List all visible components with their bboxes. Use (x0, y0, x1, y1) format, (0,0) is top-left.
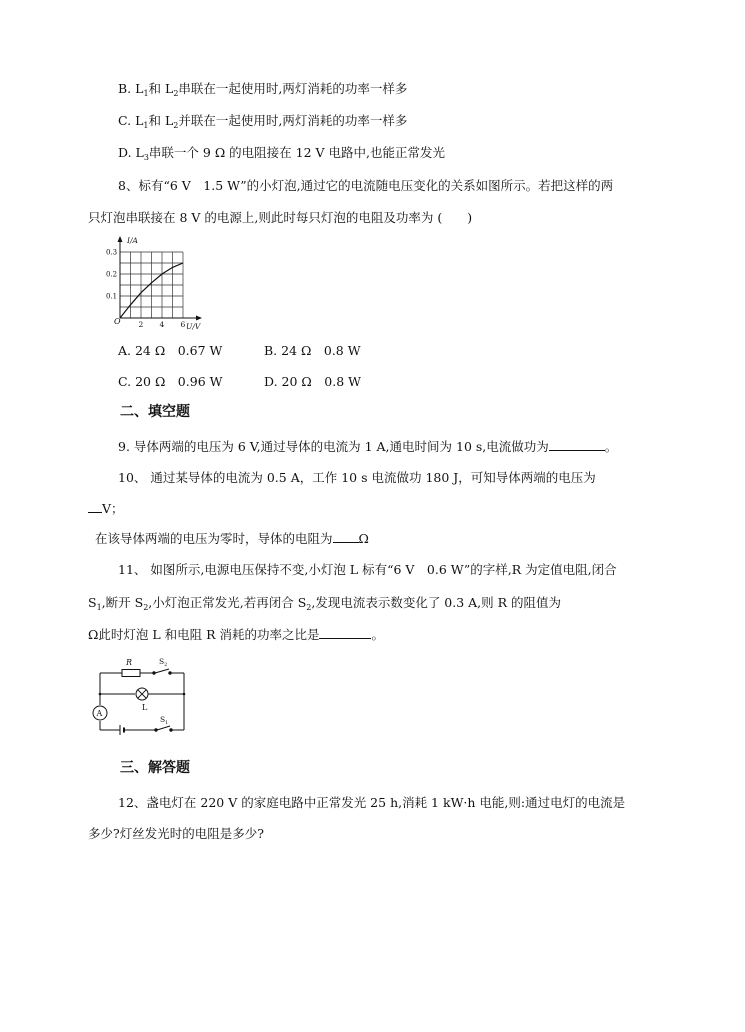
switch-s1 (157, 726, 170, 730)
option-c: C. $L_1$和 $L_2$并联在一起使用时,两灯消耗的功率一样多 (118, 113, 408, 130)
label-l: L (142, 703, 148, 712)
chart-grid (120, 252, 183, 318)
chart-y-arrow (118, 236, 123, 242)
current-voltage-chart (100, 232, 210, 332)
q10-line3: 在该导体两端的电压为零时，导体的电阻为 Ω (95, 531, 369, 546)
chart-ylabel: I/A (127, 236, 138, 245)
label-ammeter: A (96, 709, 103, 718)
chart-y-tick-label: 0.3 (106, 248, 118, 257)
q10-line1: 10、 通过某导体的电流为 0.5 A，工作 10 s 电流做功 180 J，可知导体两端的电压为 (118, 470, 596, 485)
section-title-fill-blank: 二、填空题 (120, 404, 190, 420)
label-s2: $S_2$ (159, 657, 168, 668)
circuit-diagram (90, 652, 194, 738)
q8-option-b: B. 24 Ω 0.8 W (264, 343, 361, 358)
resistor-r (122, 670, 140, 677)
option-b: B. $L_1$和 $L_2$串联在一起使用时,两灯消耗的功率一样多 (118, 81, 408, 98)
chart-x-tick-label: 4 (159, 320, 165, 329)
q11-line2: $S_1$,断开 $S_2$,小灯泡正常发光,若再闭合 $S_2$,发现电流表示数变化了 0.3 A,则 R 的阻值为 (88, 595, 562, 612)
q11-line3: Ω此时灯泡 L 和电阻 R 消耗的功率之比是 。 (88, 627, 384, 642)
q11-line1: 11、 如图所示,电源电压保持不变,小灯泡 L 标有“6 V 0.6 W”的字样,R 为定值电阻,闭合 (118, 562, 617, 577)
chart-x-arrow (196, 316, 202, 321)
chart-y-tick-label: 0.2 (106, 270, 118, 279)
q8-option-a: A. 24 Ω 0.67 W (118, 343, 223, 358)
q10-line2: V； (88, 500, 124, 517)
q12-line1: 12、盏电灯在 220 V 的家庭电路中正常发光 25 h,消耗 1 kW·h 电能,则:通过电灯的电流是 (118, 795, 626, 810)
q12-line2: 多少?灯丝发光时的电阻是多少? (88, 826, 264, 841)
switch-s2 (155, 669, 169, 673)
label-r: R (126, 658, 133, 667)
section-title-answer: 三、解答题 (120, 760, 190, 776)
chart-x-tick-label: 2 (138, 320, 144, 329)
q8-line1: 8、标有“6 V 1.5 W”的小灯泡,通过它的电流随电压变化的关系如图所示。若把这样的两 (118, 178, 614, 193)
q9-answer-blank (549, 438, 605, 451)
label-s1: $S_1$ (160, 715, 169, 726)
q10-resistance-blank (333, 530, 359, 543)
chart-origin: O (114, 317, 121, 326)
chart-y-tick-label: 0.1 (106, 292, 118, 301)
chart-xlabel: U/V (186, 322, 201, 331)
q9-text: 9. 导体两端的电压为 6 V,通过导体的电流为 1 A,通电时间为 10 s,电流做功为 。 (118, 439, 618, 454)
q8-option-d: D. 20 Ω 0.8 W (264, 374, 361, 389)
q10-voltage-blank (88, 500, 102, 513)
q11-ratio-blank (319, 626, 371, 639)
chart-x-tick-label: 6 (180, 320, 186, 329)
option-d: D. $L_3$串联一个 9 Ω 的电阻接在 12 V 电路中,也能正常发光 (118, 145, 445, 162)
q8-option-c: C. 20 Ω 0.96 W (118, 374, 223, 389)
q8-line2: 只灯泡串联接在 8 V 的电源上,则此时每只灯泡的电阻及功率为 ( ) (88, 210, 473, 225)
